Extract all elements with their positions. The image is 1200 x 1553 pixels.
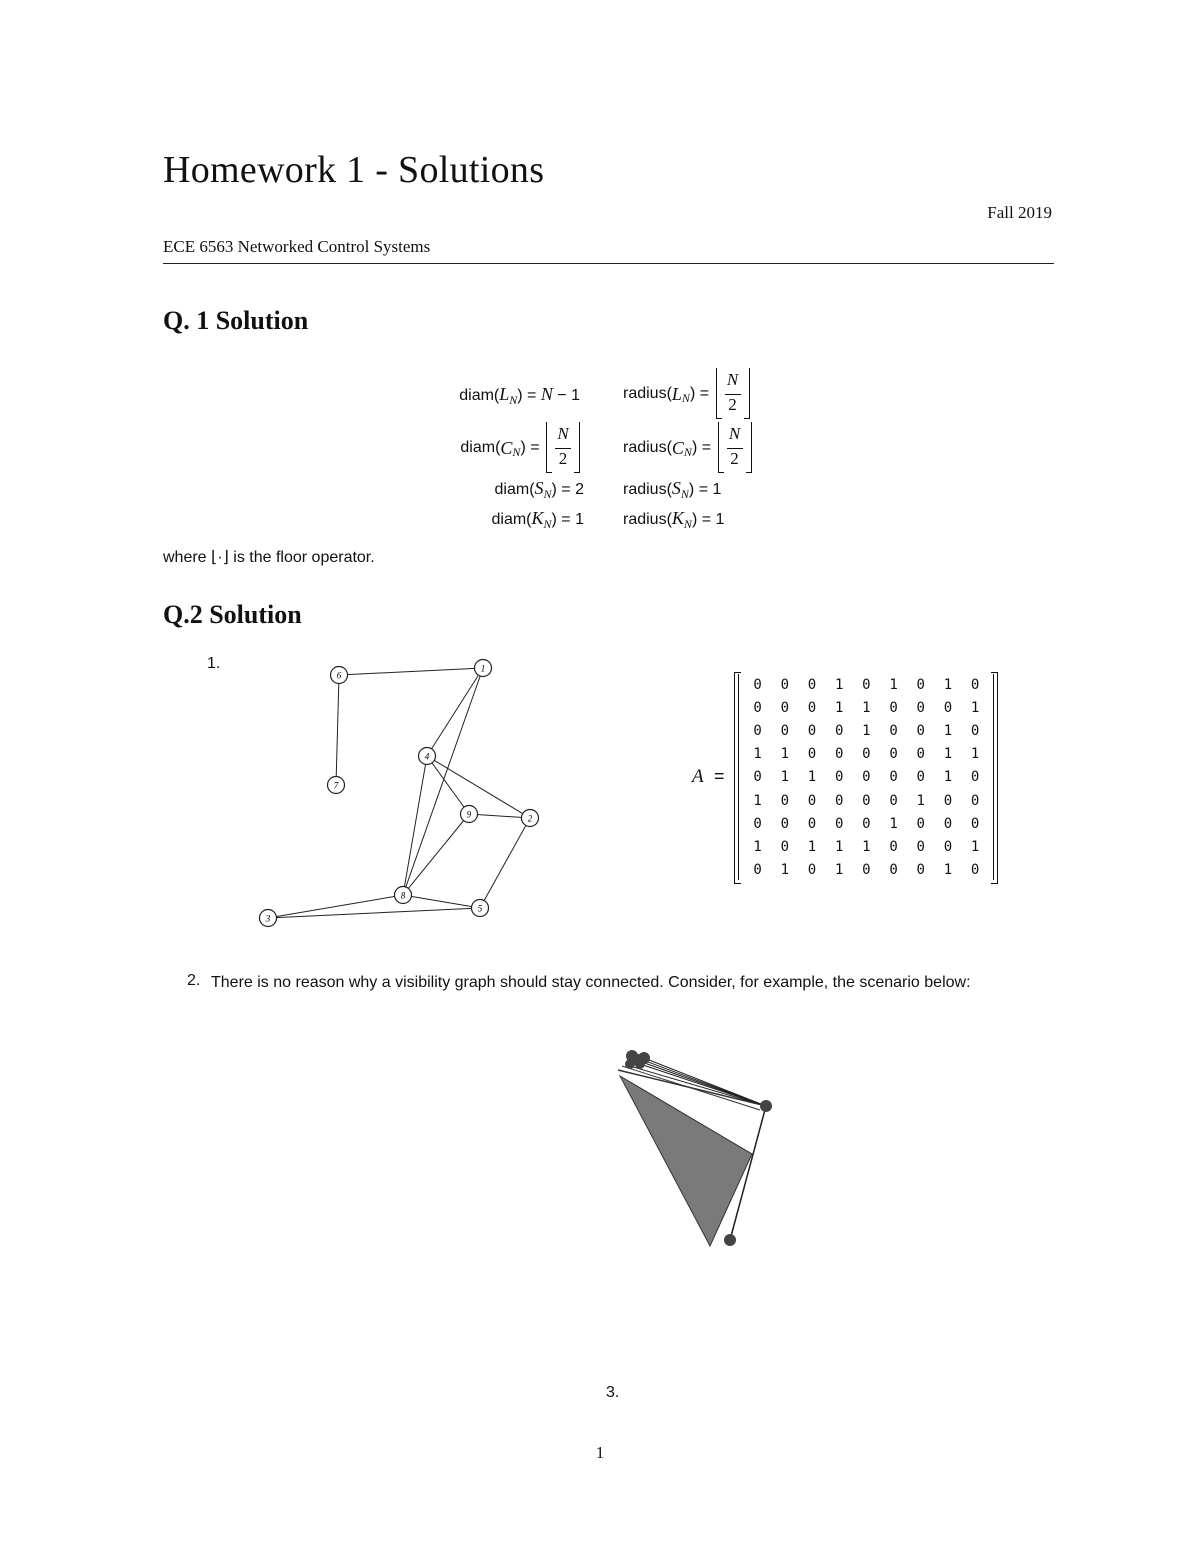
- matrix-cell: 0: [834, 769, 844, 786]
- eq-diam-line: $diam(L_N) = N - 1$: [459, 383, 580, 407]
- matrix-cell: 1: [862, 722, 871, 739]
- graph-node: [419, 748, 436, 765]
- graph-node-label: 3: [265, 913, 271, 924]
- matrix-cell: 1: [834, 699, 844, 716]
- graph-edge: [339, 668, 483, 675]
- matrix-row: [744, 696, 989, 719]
- matrix-cell: 0: [753, 815, 762, 832]
- q1-heading: Q. 1 Solution: [163, 306, 309, 335]
- matrix-row: [744, 673, 989, 696]
- graph-node-label: 5: [477, 903, 483, 914]
- matrix-equals: =: [714, 766, 725, 786]
- matrix-cell: 0: [753, 769, 762, 786]
- matrix-row: [744, 719, 989, 742]
- graph-edge: [403, 895, 480, 908]
- matrix-cell: 0: [943, 792, 953, 809]
- matrix-cell: 0: [807, 862, 817, 879]
- graph-edge: [427, 756, 469, 814]
- graph-node-label: 6: [336, 670, 342, 681]
- floor-note: where ⌊·⌋ is the floor operator.: [163, 549, 375, 566]
- matrix-cell: 1: [862, 838, 871, 855]
- graph-node: [472, 900, 489, 917]
- course-label: ECE 6563 Networked Control Systems: [163, 237, 431, 256]
- floor-fraction: $\frac{N}{2}$: [544, 422, 582, 474]
- matrix-cell: 0: [889, 862, 898, 879]
- matrix-cell: 1: [753, 792, 762, 809]
- matrix-cell: 0: [916, 746, 925, 763]
- matrix-row: [744, 835, 989, 858]
- graph-edge: [427, 668, 483, 756]
- matrix-cell: 1: [807, 838, 817, 855]
- matrix-cell: 0: [862, 862, 871, 879]
- matrix-cell: 0: [970, 862, 980, 879]
- matrix-cell: 0: [889, 699, 898, 716]
- graph-edge: [469, 814, 530, 818]
- matrix-cell: 0: [889, 838, 898, 855]
- matrix-cell: 0: [862, 676, 871, 693]
- agent-node: [625, 1059, 635, 1069]
- graph-edge: [336, 675, 339, 785]
- eq-diam-star: $diam(S_N) = 2$: [494, 478, 584, 501]
- matrix-cell: 0: [916, 676, 925, 693]
- matrix-cell: 0: [807, 792, 817, 809]
- matrix-cell: 0: [970, 815, 980, 832]
- eq-diam-cycle: diam ( C N ) = $\frac{N}{2}$: [220, 422, 582, 474]
- floor-fraction: $\frac{N}{2}$: [716, 422, 754, 474]
- matrix-cell: 1: [889, 676, 898, 693]
- graph-edge: [480, 818, 530, 908]
- matrix-cell: 0: [780, 792, 789, 809]
- eq-radius-cycle: radius ( C N ) = $\frac{N}{2}$: [623, 422, 754, 474]
- graph-node-label: 4: [424, 751, 430, 762]
- matrix-cell: 1: [943, 769, 953, 786]
- item-3-number: 3.: [606, 1384, 620, 1401]
- matrix-cell: 0: [807, 699, 817, 716]
- matrix-cell: 1: [753, 838, 762, 855]
- matrix-row: [744, 789, 989, 812]
- graph-node-label: 9: [466, 809, 472, 820]
- matrix-cell: 0: [807, 746, 817, 763]
- matrix-cell: 1: [943, 676, 953, 693]
- graph-node: [522, 810, 539, 827]
- document-title: Homework 1 - Solutions: [163, 149, 545, 191]
- matrix-cell: 0: [943, 838, 953, 855]
- graph-node: [461, 806, 478, 823]
- matrix-cell: 1: [970, 746, 980, 763]
- item-2-text: There is no reason why a visibility graph should stay connected. Consider, for example, the scenario below:: [211, 974, 971, 991]
- page-number: 1: [595, 1443, 605, 1462]
- matrix-cell: 0: [889, 722, 898, 739]
- matrix-cell: 0: [862, 769, 871, 786]
- matrix-cell: 0: [834, 792, 844, 809]
- matrix-cell: 0: [807, 676, 817, 693]
- matrix-cell: 0: [834, 815, 844, 832]
- matrix-cell: 0: [807, 815, 817, 832]
- graph-node: [331, 667, 348, 684]
- matrix-cell: 1: [834, 862, 844, 879]
- matrix-cell: 1: [916, 792, 925, 809]
- graph-node-label: 1: [480, 663, 486, 674]
- matrix-cell: 0: [807, 722, 817, 739]
- matrix-cell: 1: [943, 722, 953, 739]
- matrix-cell: 0: [916, 838, 925, 855]
- matrix-cell: 0: [834, 722, 844, 739]
- graph-edge: [403, 814, 469, 895]
- term-label: Fall 2019: [987, 203, 1052, 222]
- graph-node: [260, 910, 277, 927]
- matrix-cell: 1: [862, 699, 871, 716]
- matrix-cell: 0: [970, 722, 980, 739]
- matrix-cell: 0: [862, 746, 871, 763]
- matrix-cell: 0: [780, 838, 789, 855]
- matrix-cell: 0: [889, 769, 898, 786]
- matrix-cell: 0: [916, 722, 925, 739]
- matrix-cell: 1: [834, 676, 844, 693]
- matrix-cell: 0: [916, 699, 925, 716]
- matrix-cell: 1: [834, 838, 844, 855]
- matrix-cell: 1: [753, 746, 762, 763]
- matrix-cell: 0: [862, 792, 871, 809]
- matrix-cell: 0: [943, 699, 953, 716]
- matrix-cell: 0: [916, 769, 925, 786]
- matrix-cell: 0: [970, 769, 980, 786]
- matrix-row: [744, 766, 989, 789]
- matrix-cell: 1: [943, 862, 953, 879]
- matrix-cell: 0: [970, 676, 980, 693]
- matrix-cell: 1: [780, 769, 789, 786]
- eq-radius-line: radius ( L N ) = $\frac{N}{2}$: [623, 368, 752, 420]
- adjacency-matrix: [734, 672, 998, 884]
- agent-node: [635, 1059, 645, 1069]
- matrix-cell: 1: [970, 838, 980, 855]
- matrix-cell: 1: [970, 699, 980, 716]
- graph-node: [395, 887, 412, 904]
- graph-node-label: 8: [400, 890, 406, 901]
- matrix-cell: 0: [970, 792, 980, 809]
- matrix-cell: 0: [916, 862, 925, 879]
- matrix-cell: 0: [780, 722, 789, 739]
- matrix-table: [744, 673, 989, 882]
- q2-heading: Q.2 Solution: [163, 600, 302, 629]
- matrix-row: [744, 859, 989, 882]
- graph-edge: [403, 668, 483, 895]
- matrix-cell: 1: [780, 746, 789, 763]
- agent-node: [724, 1234, 736, 1246]
- floor-fraction: $\frac{N}{2}$: [714, 368, 752, 420]
- matrix-row: [744, 743, 989, 766]
- matrix-cell: 1: [807, 769, 817, 786]
- item-2-number: 2.: [187, 972, 201, 989]
- matrix-row: [744, 812, 989, 835]
- matrix-cell: 1: [943, 746, 953, 763]
- matrix-cell: 0: [889, 746, 898, 763]
- matrix-cell: 0: [834, 746, 844, 763]
- matrix-cell: 0: [780, 815, 789, 832]
- eq-radius-star: $radius(S_N) = 1$: [623, 478, 722, 501]
- matrix-cell: 1: [889, 815, 898, 832]
- agent-node: [760, 1100, 772, 1112]
- matrix-cell: 0: [780, 676, 789, 693]
- matrix-cell: 1: [780, 862, 789, 879]
- matrix-cell: 0: [916, 815, 925, 832]
- matrix-cell: 0: [889, 792, 898, 809]
- matrix-cell: 0: [753, 862, 762, 879]
- matrix-cell: 0: [943, 815, 953, 832]
- matrix-cell: 0: [753, 722, 762, 739]
- eq-radius-complete: $radius(K_N) = 1$: [623, 508, 725, 531]
- graph-node: [475, 660, 492, 677]
- matrix-label: A: [692, 766, 704, 787]
- graph-edge: [403, 756, 427, 895]
- item-1-number: 1.: [207, 655, 221, 672]
- matrix-cell: 0: [753, 676, 762, 693]
- graph-node-label: 2: [527, 813, 533, 824]
- graph-node: [328, 777, 345, 794]
- matrix-cell: 0: [780, 699, 789, 716]
- graph-node-label: 7: [333, 780, 339, 791]
- matrix-cell: 0: [862, 815, 871, 832]
- eq-diam-complete: $diam(K_N) = 1$: [491, 508, 584, 531]
- graph-edge: [427, 756, 530, 818]
- visibility-scenario-figure: [600, 1040, 800, 1260]
- matrix-cell: 0: [753, 699, 762, 716]
